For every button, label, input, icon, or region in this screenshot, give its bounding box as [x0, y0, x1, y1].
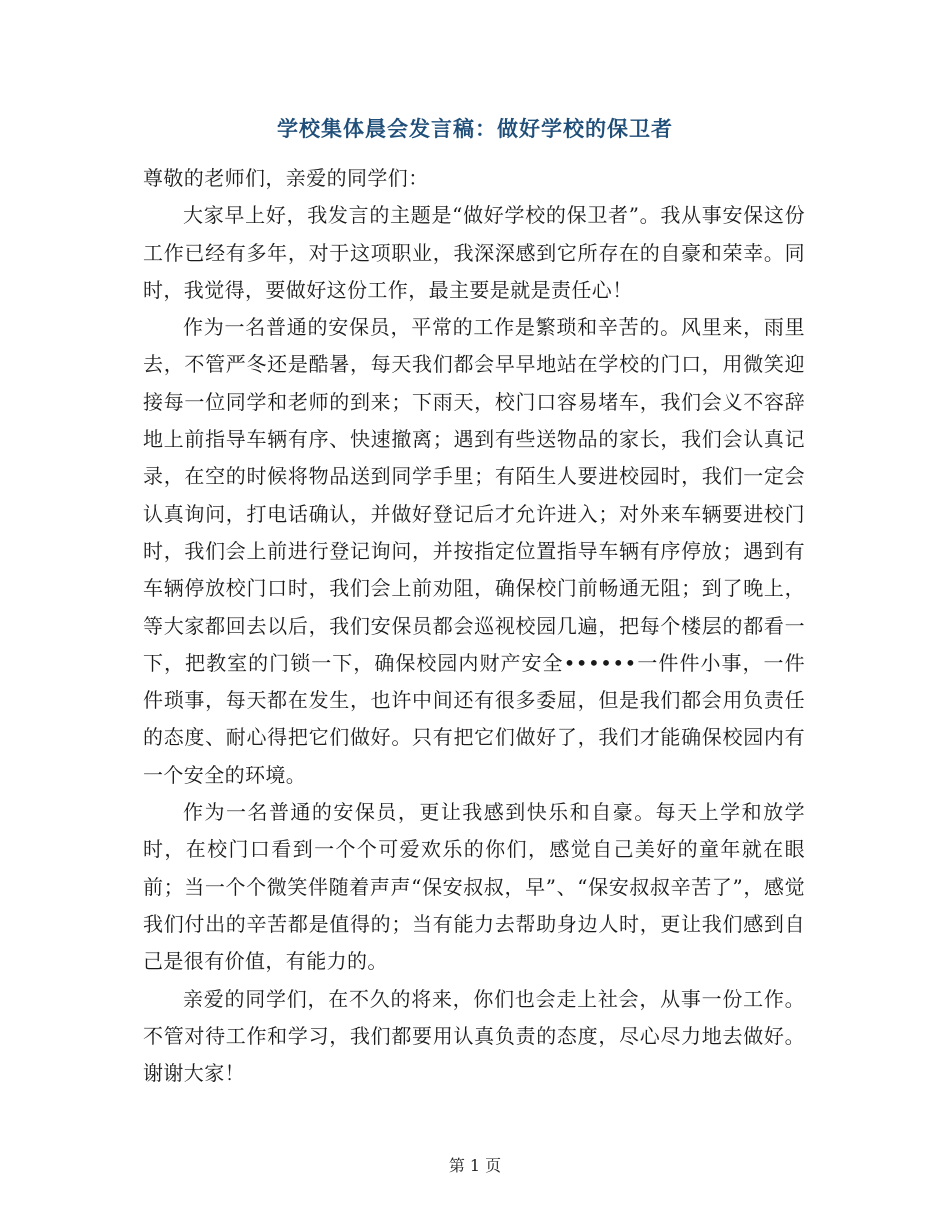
salutation: 尊敬的老师们，亲爱的同学们： [143, 166, 429, 190]
page-number: 第 1 页 [448, 1156, 502, 1175]
paragraph-2: 作为一名普通的安保员，平常的工作是繁琐和辛苦的。风里来，雨里去，不管严冬还是酷暑，每天我们都会早早地站在学校的门口，用微笑迎接每一位同学和老师的到来；下雨天，校门口容易堵车，我们会义不容辞地上前指导车辆有序、快速撤离；遇到有些送物品的家长，我们会认真记录，在空的时候将物品送到同学手里；有陌生人要进校园时，我们一定会认真询问，打电话确认，并做好登记后才允许进入；对外来车辆要进校门时，我们会上前进行登记询问，并按指定位置指导车辆有序停放；遇到有车辆停放校门口时，我们会上前劝阻，确保校门前畅通无阻；到了晚上，等大家都回去以后，我们安保员都会巡视校园几遍，把每个楼层的都看一下，把教室的门锁一下，确保校园内财产安全••••••一件件小事，一件件琐事，每天都在发生，也许中间还有很多委屈，但是我们都会用负责任的态度、耐心得把它们做好。只有把它们做好了，我们才能确保校园内有一个安全的环境。 [143, 315, 805, 787]
paragraph-3: 作为一名普通的安保员，更让我感到快乐和自豪。每天上学和放学时，在校门口看到一个个可爱欢乐的你们，感觉自己美好的童年就在眼前；当一个个微笑伴随着声声“保安叔叔，早”、“保安叔叔辛苦了”，感觉我们付出的辛苦都是值得的；当有能力去帮助身边人时，更让我们感到自己是很有价值，有能力的。 [143, 800, 805, 974]
document-title: 学校集体晨会发言稿：做好学校的保卫者 [277, 116, 673, 141]
paragraph-1: 大家早上好，我发言的主题是“做好学校的保卫者”。我从事安保这份工作已经有多年，对于这项职业，我深深感到它所存在的自豪和荣幸。同时，我觉得，要做好这份工作，最主要是就是责任心！ [143, 203, 805, 302]
paragraph-4: 亲爱的同学们，在不久的将来，你们也会走上社会，从事一份工作。不管对待工作和学习，我们都要用认真负责的态度，尽心尽力地去做好。谢谢大家！ [143, 986, 805, 1086]
document-body [143, 160, 805, 1092]
